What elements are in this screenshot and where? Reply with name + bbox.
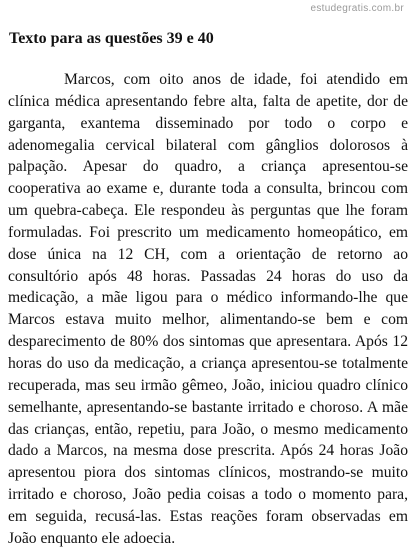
body-paragraph: Marcos, com oito anos de idade, foi atendido em clínica médica apresentando febre alta, falta de apetite, dor de garganta, exantema disseminado por todo o corpo e adenomegalia cervical bilateral com gânglios dolorosos à palpação. Apesar do quadro, a criança apresentou-se cooperativa ao exame e, durante toda a consulta, brincou com um quebra-cabeça. Ele respondeu às perguntas que lhe foram formuladas. Foi prescrito um medicamento homeopático, em dose única na 12 CH, com a orientação de retorno ao consultório após 48 horas. Passadas 24 horas do uso da medicação, a mãe ligou para o médico informando-lhe que Marcos estava muito melhor, alimentando-se bem e com desparecimento de 80% dos sintomas que apresentara. Após 12 horas do uso da medicação, a criança apresentou-se totalmente recuperada, mas seu irmão gêmeo, João, iniciou quadro clínico semelhante, apresentando-se bastante irritado e choroso. A mãe das crianças, então, repetiu, para João, o mesmo medicamento dado a Marcos, na mesma dose prescrita. Após 24 horas João apresentou piora dos sintomas clínicos, mostrando-se muito irritado e choroso, João pedia coisas a todo o momento para, em seguida, recusá-las. Estas reações foram observadas em João enquanto ele adoecia. xyxy=(8,71,408,547)
watermark: estudegratis.com.br xyxy=(310,3,404,14)
section-title: Texto para as questões 39 e 40 xyxy=(9,30,214,47)
